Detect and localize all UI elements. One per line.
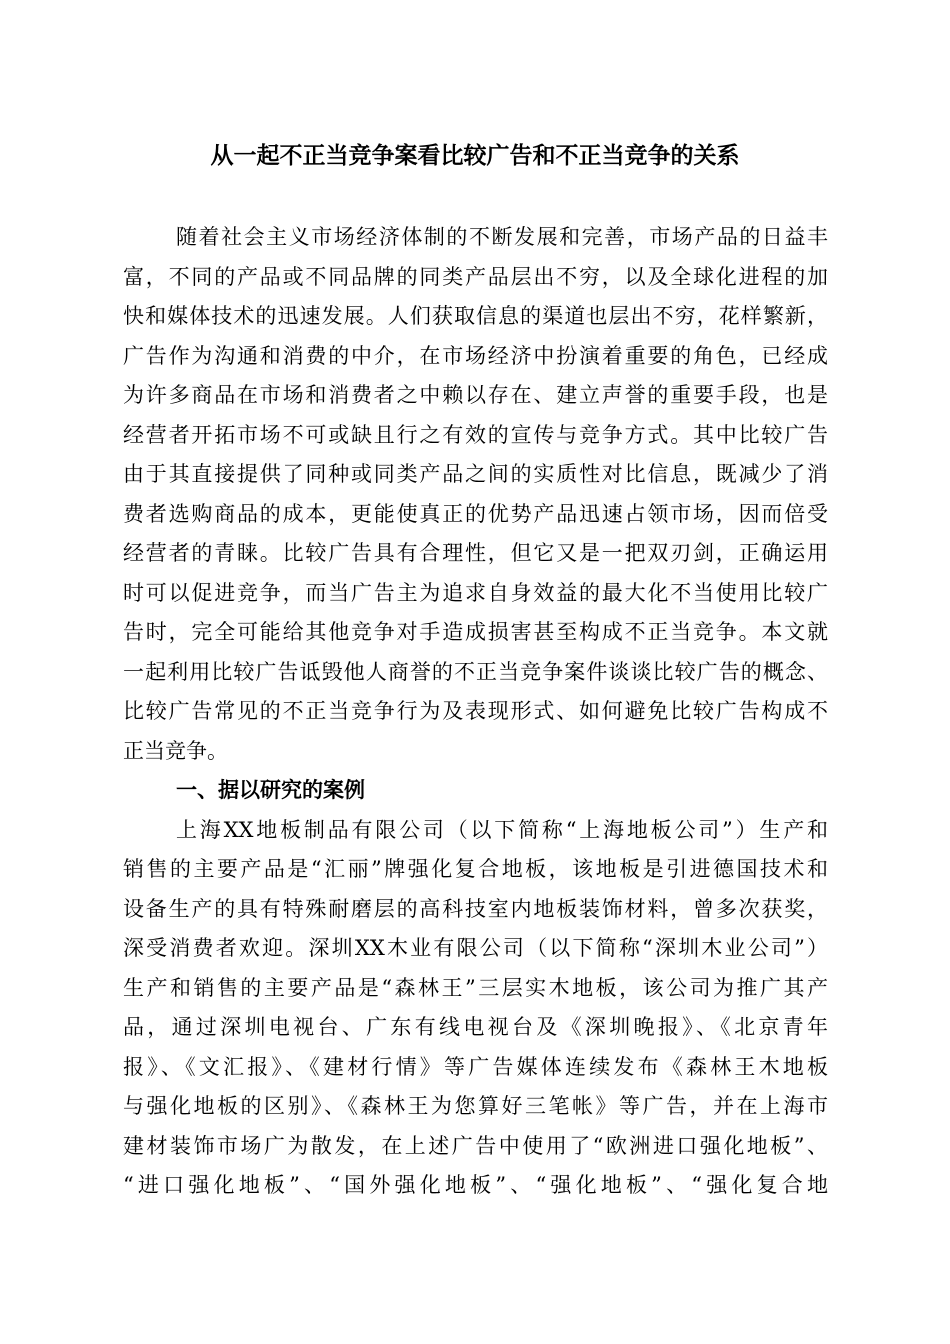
paragraph-line: 报》、《文汇报》、《建材行情》等广告媒体连续发布《森林王木地板 [123, 1054, 828, 1079]
paragraph-line: 富，不同的产品或不同品牌的同类产品层出不穷，以及全球化进程的加 [123, 264, 828, 289]
paragraph-line: 快和媒体技术的迅速发展。人们获取信息的渠道也层出不穷，花样繁新， [123, 304, 828, 328]
document-title: 从一起不正当竞争案看比较广告和不正当竞争的关系 [210, 143, 740, 169]
paragraph-line: 告时，完全可能给其他竞争对手造成损害甚至构成不正当竞争。本文就 [123, 620, 828, 644]
paragraph-line: 为许多商品在市场和消费者之中赖以存在、建立声誉的重要手段，也是 [123, 383, 828, 407]
paragraph-line: 深受消费者欢迎。深圳XX木业有限公司（以下简称“深圳木业公司”） [123, 936, 828, 960]
paragraph-line: 与强化地板的区别》、《森林王为您算好三笔帐》等广告，并在上海市 [123, 1094, 828, 1118]
section-heading: 一、据以研究的案例 [176, 778, 365, 802]
document-body [123, 218, 828, 1206]
paragraph-line: 品，通过深圳电视台、广东有线电视台及《深圳晚报》、《北京青年 [123, 1015, 828, 1039]
paragraph-line: 广告作为沟通和消费的中介，在市场经济中扮演着重要的角色，已经成 [123, 343, 828, 368]
paragraph-line: 比较广告常见的不正当竞争行为及表现形式、如何避免比较广告构成不 [123, 699, 828, 723]
paragraph-line: 正当竞争。 [123, 738, 228, 763]
paragraph-line: 生产和销售的主要产品是“森林王”三层实木地板，该公司为推广其产 [123, 975, 828, 1000]
paragraph-line: “进口强化地板”、“国外强化地板”、“强化地板”、“强化复合地 [123, 1173, 828, 1197]
paragraph-line: 建材装饰市场广为散发，在上述广告中使用了“欧洲进口强化地板”、 [123, 1133, 828, 1158]
paragraph-line: 经营者的青睐。比较广告具有合理性，但它又是一把双刃剑，正确运用 [123, 541, 828, 565]
paragraph-line: 设备生产的具有特殊耐磨层的高科技室内地板装饰材料，曾多次获奖， [123, 896, 828, 921]
paragraph-line: 随着社会主义市场经济体制的不断发展和完善，市场产品的日益丰 [176, 225, 828, 249]
paragraph-line: 时可以促进竞争，而当广告主为追求自身效益的最大化不当使用比较广 [123, 580, 828, 605]
paragraph-line: 由于其直接提供了同种或同类产品之间的实质性对比信息，既减少了消 [123, 462, 828, 486]
paragraph-line: 一起利用比较广告诋毁他人商誉的不正当竞争案件谈谈比较广告的概念、 [123, 659, 828, 684]
paragraph-line: 销售的主要产品是“汇丽”牌强化复合地板，该地板是引进德国技术和 [123, 857, 828, 881]
paragraph-line: 上海XX地板制品有限公司（以下简称“上海地板公司”）生产和 [176, 817, 828, 842]
paragraph-line: 经营者开拓市场不可或缺且行之有效的宣传与竞争方式。其中比较广告 [123, 422, 828, 447]
paragraph-line: 费者选购商品的成本，更能使真正的优势产品迅速占领市场，因而倍受 [123, 501, 828, 526]
